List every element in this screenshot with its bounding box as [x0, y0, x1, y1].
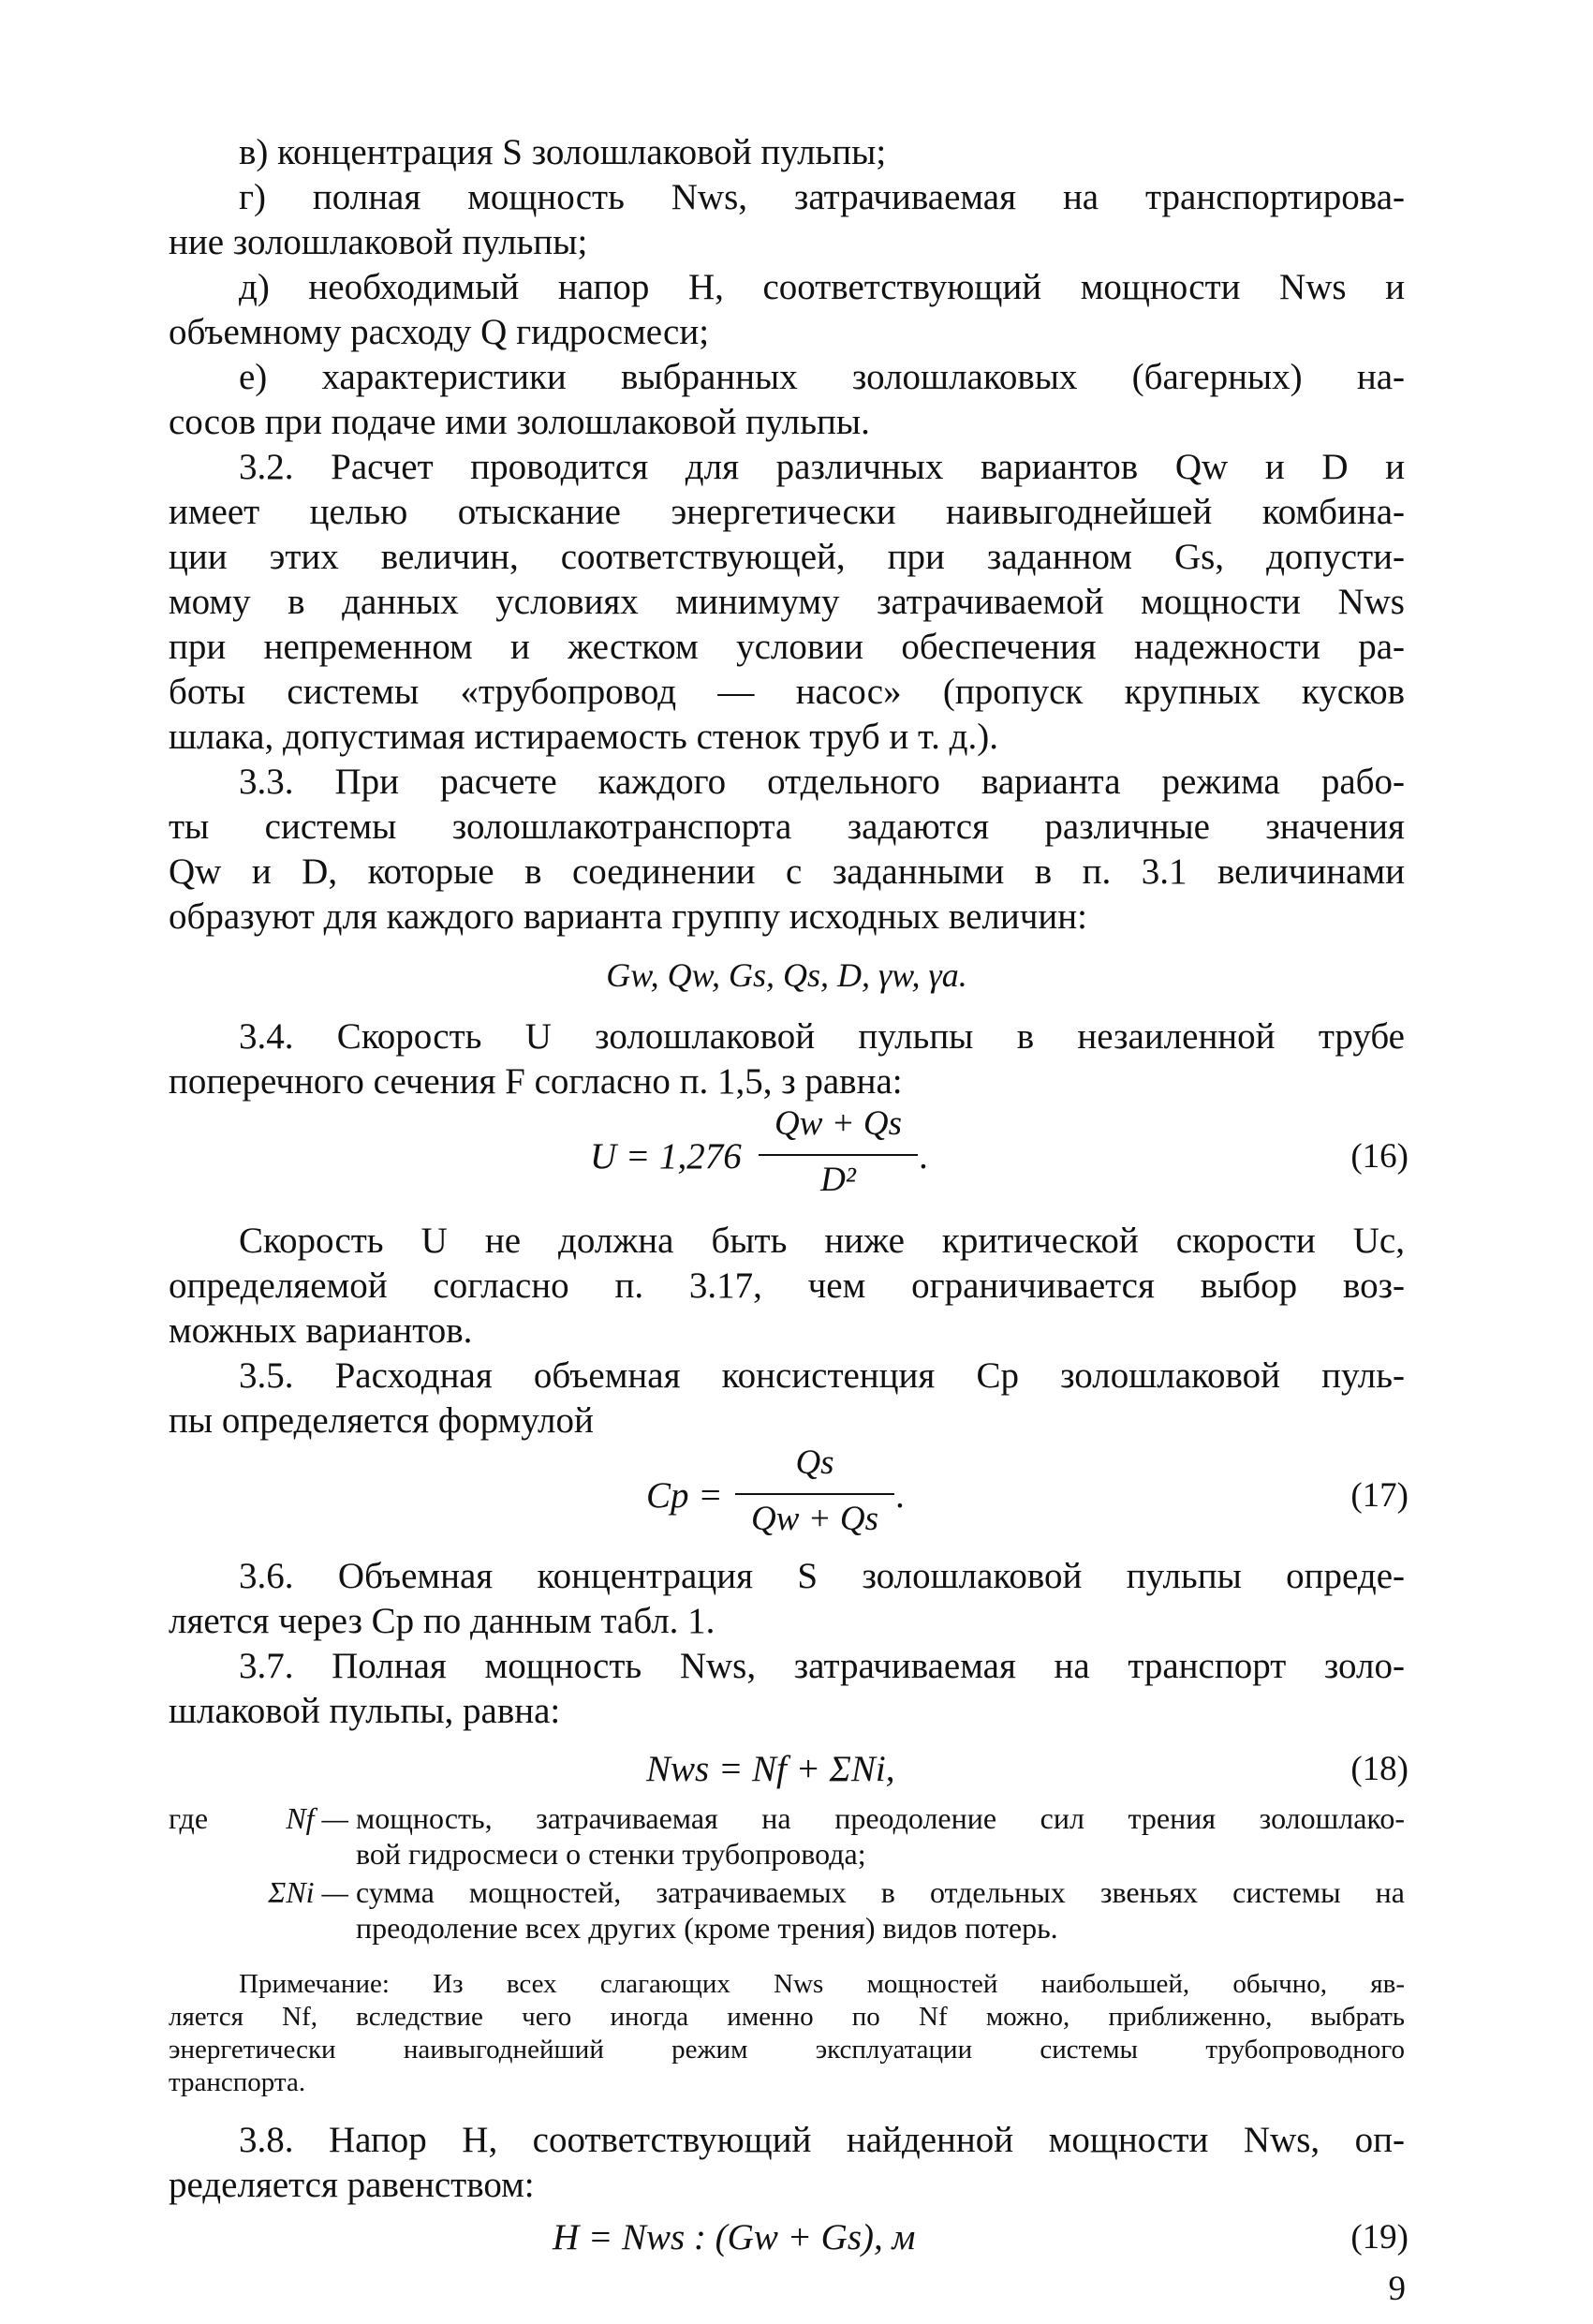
- text-line: ределяется равенством:: [169, 2165, 535, 2205]
- eq17-tail: .: [896, 1475, 906, 1516]
- def-text: вой гидросмеси о стенки трубопровода;: [356, 1837, 866, 1871]
- text-line: Qw и D, которые в соединении с заданными в п. 3.1 величинами: [169, 851, 1405, 892]
- equation-number-19: (19): [1350, 2218, 1409, 2257]
- list-item-e: е) характеристики выбранных золошлаковых (багерных) на-: [239, 357, 1405, 397]
- eq17-denominator: Qw + Qs: [751, 1500, 878, 1538]
- paragraph-3-3: 3.3. При расчете каждого отдельного варианта режима рабо-: [239, 762, 1405, 802]
- text-line: сосов при подаче ими золошлаковой пульпы.: [169, 402, 870, 442]
- list-item-d: д) необходимый напор H, соответствующий мощности Nws и: [239, 267, 1405, 307]
- text-line: имеет целью отыскание энергетически наивыгоднейшей комбина-: [169, 492, 1405, 532]
- def-text: сумма мощностей, затрачиваемых в отдельных звеньях системы на: [356, 1875, 1405, 1909]
- text-line: можных вариантов.: [169, 1310, 473, 1351]
- paragraph-3-4: 3.4. Скорость U золошлаковой пульпы в незаиленной трубе: [239, 1016, 1405, 1057]
- text-line: объемному расходу Q гидросмеси;: [169, 312, 710, 352]
- note-line: Примечание: Из всех слагающих Nws мощностей наибольшей, обычно, яв-: [239, 1969, 1405, 1999]
- fraction-bar: [759, 1154, 918, 1156]
- text-line: определяемой согласно п. 3.17, чем ограничивается выбор воз-: [169, 1266, 1405, 1306]
- eq17-numerator: Qs: [795, 1443, 834, 1482]
- eq19-body: H = Nws : (Gw + Gs), м: [553, 2217, 916, 2257]
- eq16-lhs: U = 1,276: [590, 1136, 742, 1177]
- text-line: пы определяется формулой: [169, 1400, 594, 1441]
- eq16-tail: .: [920, 1136, 929, 1177]
- def-symbol-sum-ni: ΣNi —: [268, 1875, 348, 1909]
- note-line: ляется Nf, вследствие чего иногда именно по Nf можно, приближенно, выбрать: [169, 2002, 1405, 2032]
- text-line: ции этих величин, соответствующей, при заданном Gs, допусти-: [169, 537, 1405, 577]
- variables-list: Gw, Qw, Gs, Qs, D, γw, γа.: [606, 956, 967, 994]
- eq16-denominator: D²: [820, 1161, 856, 1199]
- text-line: шлака, допустимая истираемость стенок труб и т. д.).: [169, 717, 998, 757]
- list-item-v: в) концентрация S золошлаковой пульпы;: [239, 132, 887, 172]
- text-line: шлаковой пульпы, равна:: [169, 1691, 561, 1731]
- equation-number-16: (16): [1350, 1137, 1409, 1176]
- equation-number-17: (17): [1350, 1476, 1409, 1515]
- text-line: мому в данных условиях минимуму затрачиваемой мощности Nws: [169, 582, 1405, 622]
- text-line: боты системы «трубопровод — насос» (пропуск крупных кусков: [169, 672, 1405, 712]
- note-line: транспорта.: [169, 2067, 306, 2097]
- list-item-g: г) полная мощность Nws, затрачиваемая на транспортирова-: [239, 177, 1405, 217]
- page-number: 9: [1388, 2270, 1406, 2308]
- where-label: где: [169, 1801, 209, 1835]
- def-symbol-nf: Nf —: [286, 1801, 348, 1835]
- text-line: образуют для каждого варианта группу исходных величин:: [169, 896, 1087, 937]
- eq17-lhs: Cр =: [646, 1475, 723, 1516]
- paragraph-3-5: 3.5. Расходная объемная консистенция Cр золошлаковой пуль-: [239, 1355, 1405, 1396]
- text-line: при непременном и жестком условии обеспечения надежности ра-: [169, 627, 1405, 667]
- equation-number-18: (18): [1350, 1750, 1409, 1788]
- paragraph-3-6: 3.6. Объемная концентрация S золошлаковой пульпы опреде-: [239, 1556, 1405, 1596]
- fraction-bar: [735, 1493, 894, 1495]
- note-line: энергетически наивыгоднейший режим эксплуатации системы трубопроводного: [169, 2035, 1405, 2065]
- text-line: ляется через Cр по данным табл. 1.: [169, 1601, 715, 1641]
- text-line: ты системы золошлакотранспорта задаются различные значения: [169, 807, 1405, 847]
- text-line: поперечного сечения F согласно п. 1,5, з равна:: [169, 1061, 903, 1102]
- eq18-body: Nws = Nf + ΣNi,: [646, 1749, 895, 1789]
- def-text: мощность, затрачиваемая на преодоление сил трения золошлако-: [356, 1801, 1405, 1835]
- paragraph-3-7: 3.7. Полная мощность Nws, затрачиваемая на транспорт золо-: [239, 1646, 1405, 1686]
- text-line: Скорость U не должна быть ниже критической скорости Uc,: [239, 1221, 1405, 1261]
- text-line: ние золошлаковой пульпы;: [169, 222, 588, 262]
- eq16-numerator: Qw + Qs: [774, 1104, 902, 1143]
- def-text: преодоление всех других (кроме трения) видов потерь.: [356, 1911, 1058, 1945]
- paragraph-3-2: 3.2. Расчет проводится для различных вариантов Qw и D и: [239, 447, 1405, 487]
- paragraph-3-8: 3.8. Напор H, соответствующий найденной мощности Nws, оп-: [239, 2120, 1405, 2160]
